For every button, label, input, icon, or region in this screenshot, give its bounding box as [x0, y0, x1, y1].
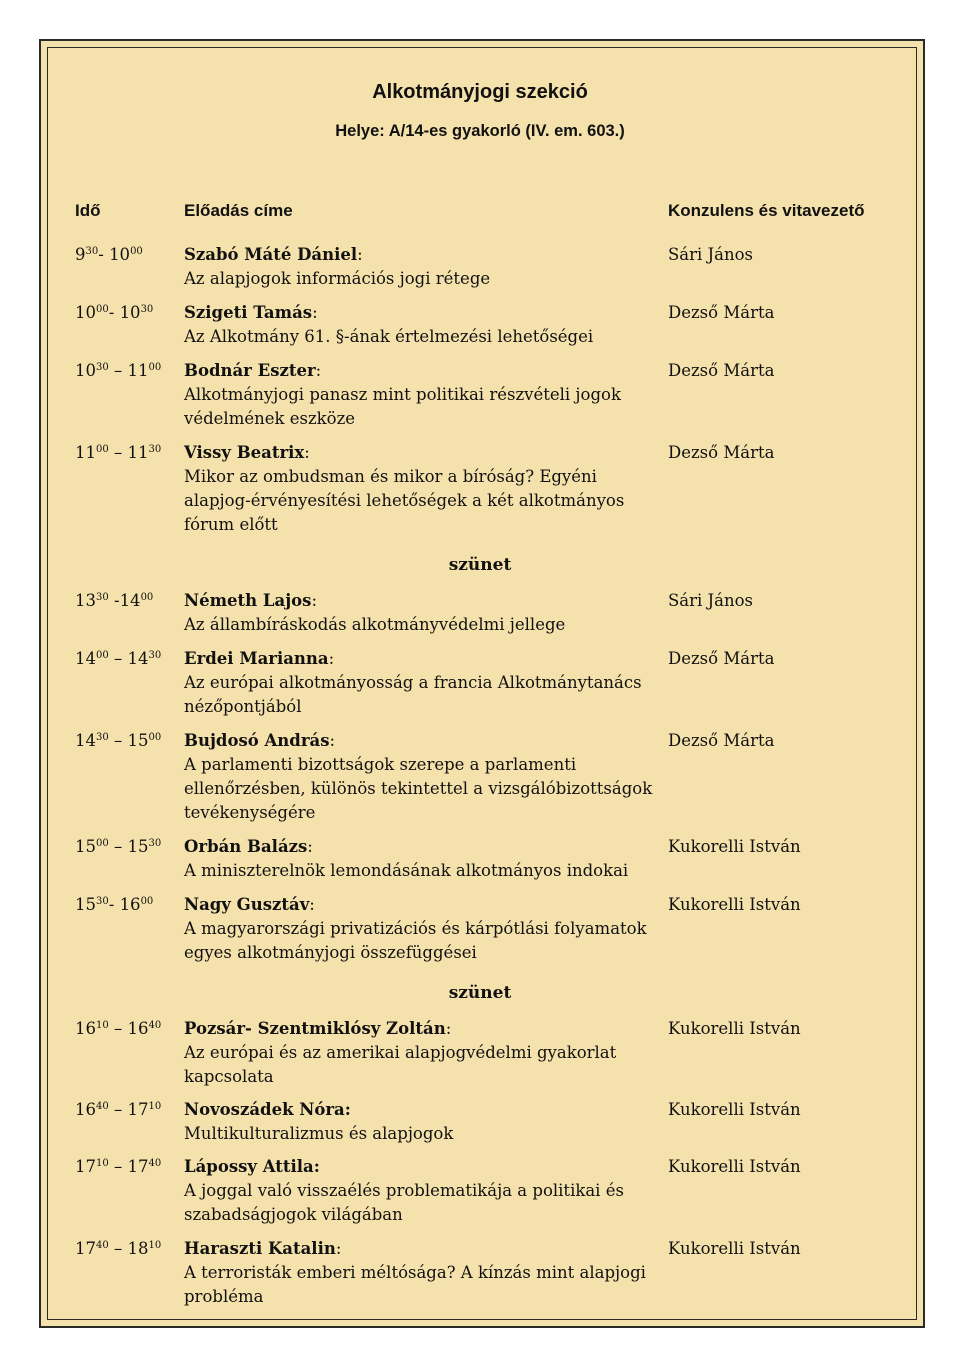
session-consultant: Kukorelli István [668, 1100, 801, 1119]
session-consultant: Kukorelli István [668, 1157, 801, 1176]
start-hour: 17 [75, 1157, 96, 1176]
start-hour: 15 [75, 837, 96, 856]
speaker-name: Novoszádek Nóra: [184, 1100, 351, 1119]
start-minute: 30 [85, 246, 99, 257]
start-hour: 11 [75, 443, 96, 462]
talk-title: Az Alkotmány 61. §-ának értelmezési lehetőségei [184, 327, 594, 346]
time-separator: - [108, 895, 120, 914]
talk-title: Az alapjogok információs jogi rétege [184, 269, 491, 288]
start-hour: 15 [75, 895, 96, 914]
end-minute: 40 [148, 1020, 162, 1031]
start-minute: 10 [96, 1158, 109, 1169]
start-hour: 10 [75, 361, 96, 380]
end-minute: 30 [148, 650, 162, 661]
end-hour: 11 [127, 361, 149, 380]
end-minute: 00 [130, 246, 143, 257]
session-consultant: Dezső Márta [668, 443, 775, 462]
session-talk [184, 835, 654, 883]
header-talk: Előadás címe [184, 201, 293, 220]
time-separator: – [108, 1157, 128, 1176]
session-talk [184, 441, 654, 537]
end-minute: 30 [148, 444, 162, 455]
end-hour: 14 [119, 591, 141, 610]
header-consultant: Konzulens és vitavezető [668, 201, 865, 220]
start-hour: 13 [75, 591, 96, 610]
end-hour: 17 [127, 1157, 149, 1176]
time-separator: - [108, 303, 120, 322]
end-minute: 00 [140, 592, 154, 603]
start-minute: 40 [96, 1240, 109, 1251]
time-separator: - [108, 591, 120, 610]
talk-title: A magyarországi privatizációs és kárpótlási folyamatok egyes alkotmányjogi összefüggései [184, 919, 647, 962]
session-talk [184, 589, 654, 637]
end-minute: 00 [140, 896, 154, 907]
end-hour: 16 [127, 1019, 149, 1038]
session-time [75, 1237, 161, 1261]
speaker-name: Haraszti Katalin: [184, 1239, 342, 1258]
session-time [75, 1098, 161, 1122]
session-consultant: Dezső Márta [668, 303, 775, 322]
time-separator: – [108, 1239, 128, 1258]
end-minute: 40 [148, 1158, 162, 1169]
end-hour: 11 [127, 443, 149, 462]
session-time [75, 893, 153, 917]
speaker-name: Lápossy Attila: [184, 1157, 320, 1176]
time-separator: – [108, 837, 128, 856]
session-consultant: Dezső Márta [668, 649, 775, 668]
header-time: Idő [75, 201, 101, 220]
start-minute: 30 [96, 362, 109, 373]
start-hour: 10 [75, 303, 96, 322]
talk-title: A joggal való visszaélés problematikája a politikai és szabadságjogok világában [184, 1181, 624, 1224]
end-hour: 17 [127, 1100, 149, 1119]
end-hour: 15 [127, 731, 149, 750]
session-consultant: Sári János [668, 245, 754, 264]
start-minute: 30 [96, 592, 109, 603]
session-talk [184, 1017, 654, 1089]
end-minute: 00 [148, 362, 162, 373]
talk-title: Mikor az ombudsman és mikor a bíróság? Egyéni alapjog-érvényesítési lehetőségek a két alkotmányos fórum előtt [184, 467, 625, 534]
talk-title: Az állambíráskodás alkotmányvédelmi jellege [184, 615, 566, 634]
talk-title: Az európai és az amerikai alapjogvédelmi gyakorlat kapcsolata [184, 1043, 617, 1086]
start-minute: 10 [96, 1020, 109, 1031]
time-separator: – [108, 731, 128, 750]
session-time [75, 441, 161, 465]
session-consultant: Kukorelli István [668, 1019, 801, 1038]
page-subtitle: Helye: A/14-es gyakorló (IV. em. 603.) [335, 122, 625, 140]
time-separator: – [108, 361, 128, 380]
start-minute: 30 [96, 732, 109, 743]
end-hour: 15 [127, 837, 149, 856]
speaker-name: Nagy Gusztáv: [184, 895, 315, 914]
session-time [75, 1017, 161, 1041]
session-talk [184, 359, 654, 431]
session-time [75, 1155, 161, 1179]
session-time [75, 647, 161, 671]
talk-title: A miniszterelnök lemondásának alkotmányos indokai [184, 861, 629, 880]
talk-title: Multikulturalizmus és alapjogok [184, 1124, 454, 1143]
break-label: szünet [448, 555, 512, 575]
time-separator: – [108, 1100, 128, 1119]
speaker-name: Németh Lajos: [184, 591, 318, 610]
session-talk [184, 243, 654, 291]
session-time [75, 359, 161, 383]
start-minute: 00 [96, 650, 109, 661]
time-separator: – [108, 443, 128, 462]
session-talk [184, 729, 654, 825]
session-time [75, 589, 153, 613]
start-hour: 16 [75, 1100, 96, 1119]
start-hour: 16 [75, 1019, 96, 1038]
start-minute: 00 [96, 838, 109, 849]
session-time [75, 243, 143, 267]
session-time [75, 729, 161, 753]
speaker-name: Pozsár- Szentmiklósy Zoltán: [184, 1019, 452, 1038]
end-minute: 30 [140, 304, 154, 315]
speaker-name: Vissy Beatrix: [184, 443, 310, 462]
end-minute: 30 [148, 838, 162, 849]
session-time [75, 835, 161, 859]
speaker-name: Bujdosó András: [184, 731, 336, 750]
start-hour: 14 [75, 731, 96, 750]
speaker-name: Orbán Balázs: [184, 837, 313, 856]
time-separator: – [108, 1019, 128, 1038]
end-hour: 18 [127, 1239, 149, 1258]
session-consultant: Kukorelli István [668, 895, 801, 914]
speaker-name: Szabó Máté Dániel: [184, 245, 363, 264]
session-consultant: Kukorelli István [668, 1239, 801, 1258]
end-minute: 10 [148, 1101, 162, 1112]
end-minute: 10 [148, 1240, 162, 1251]
start-minute: 30 [96, 896, 109, 907]
start-minute: 00 [96, 444, 109, 455]
speaker-name: Szigeti Tamás: [184, 303, 318, 322]
time-separator: – [108, 649, 128, 668]
start-hour: 17 [75, 1239, 96, 1258]
end-hour: 10 [119, 303, 141, 322]
session-talk [184, 1155, 654, 1227]
end-hour: 14 [127, 649, 149, 668]
start-hour: 14 [75, 649, 96, 668]
session-talk [184, 893, 654, 965]
session-consultant: Dezső Márta [668, 731, 775, 750]
end-hour: 16 [119, 895, 141, 914]
talk-title: A terroristák emberi méltósága? A kínzás mint alapjogi probléma [184, 1263, 646, 1306]
session-consultant: Dezső Márta [668, 361, 775, 380]
page-title: Alkotmányjogi szekció [372, 81, 588, 103]
session-talk [184, 647, 654, 719]
end-minute: 00 [148, 732, 162, 743]
session-talk [184, 1237, 654, 1309]
break-label: szünet [448, 983, 512, 1003]
talk-title: A parlamenti bizottságok szerepe a parlamenti ellenőrzésben, különös tekintettel a vizsgálóbizottságok tevékenységére [184, 755, 653, 822]
start-minute: 40 [96, 1101, 109, 1112]
speaker-name: Erdei Marianna: [184, 649, 335, 668]
time-separator: - [98, 245, 110, 264]
end-hour: 10 [109, 245, 131, 264]
speaker-name: Bodnár Eszter: [184, 361, 322, 380]
session-talk [184, 1098, 654, 1146]
session-consultant: Kukorelli István [668, 837, 801, 856]
session-time [75, 301, 153, 325]
start-minute: 00 [96, 304, 109, 315]
talk-title: Az európai alkotmányosság a francia Alkotmánytanács nézőpontjából [184, 673, 642, 716]
session-talk [184, 301, 654, 349]
talk-title: Alkotmányjogi panasz mint politikai részvételi jogok védelmének eszköze [184, 385, 621, 428]
session-consultant: Sári János [668, 591, 754, 610]
start-hour: 9 [75, 245, 86, 264]
